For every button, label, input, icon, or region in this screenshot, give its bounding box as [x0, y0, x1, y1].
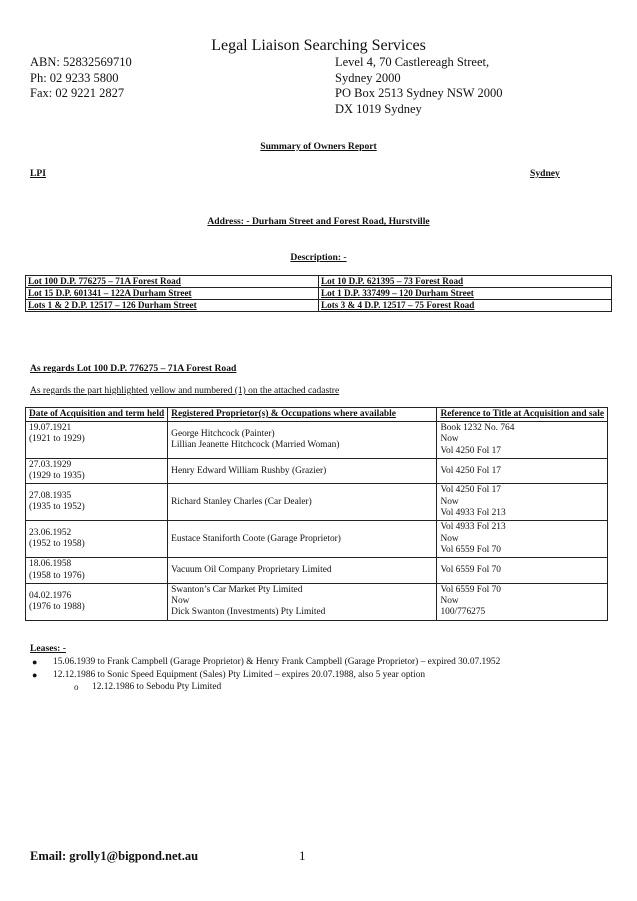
proprietor-cell — [168, 583, 437, 620]
proprietor-name: Now — [171, 596, 190, 607]
acquisition-date: 19.07.1921 — [29, 423, 72, 433]
table-row — [26, 484, 608, 521]
proprietor-cell — [168, 558, 437, 584]
lot-cell: Lots 1 & 2 D.P. 12517 – 126 Durham Street — [26, 300, 319, 312]
company-name: Legal Liaison Searching Services — [211, 37, 426, 54]
date-cell — [26, 583, 168, 620]
phone-line: Ph: 02 9233 5800 — [30, 70, 119, 85]
reference-cell — [437, 422, 608, 459]
title-reference: Vol 6559 Fol 70 — [440, 564, 501, 575]
title-reference: Now — [440, 496, 459, 507]
address-line-2: Sydney 2000 — [335, 70, 401, 85]
bullet-icon: ● — [32, 669, 38, 680]
sublease-text: 12.12.1986 to Sebodu Pty Limited — [92, 682, 222, 692]
title-reference: Vol 4933 Fol 213 — [440, 522, 506, 533]
title-reference: Vol 4250 Fol 17 — [440, 485, 501, 496]
acquisition-date: 27.03.1929 — [29, 459, 72, 470]
date-cell — [26, 521, 168, 558]
date-cell — [26, 558, 168, 584]
table-row — [26, 583, 608, 620]
title-reference: Vol 4933 Fol 213 — [440, 508, 506, 519]
company-right-block — [335, 55, 503, 117]
address-line-3: PO Box 2513 Sydney NSW 2000 — [335, 86, 503, 100]
page-number: 1 — [299, 848, 306, 863]
owners-table — [25, 407, 608, 621]
column-header-reference: Reference to Title at Acquisition and sale — [437, 408, 608, 422]
fax-line: Fax: 02 9221 2827 — [30, 86, 125, 100]
bullet-icon: ● — [32, 657, 38, 667]
footer-email: Email: grolly1@bigpond.net.au — [30, 849, 199, 863]
title-reference: 100/776275 — [440, 607, 486, 618]
table-row — [26, 458, 608, 484]
lpi-tag: LPI — [30, 168, 46, 179]
title-reference: Book 1232 No. 764 — [440, 423, 515, 433]
hollow-bullet-icon: o — [74, 682, 79, 692]
sydney-tag: Sydney — [530, 168, 560, 179]
company-left-block — [30, 55, 132, 102]
title-reference: Vol 4250 Fol 17 — [440, 445, 501, 456]
lot-cell: Lot 15 D.P. 601341 – 122A Durham Street — [26, 288, 319, 300]
term-held: (1935 to 1952) — [29, 502, 85, 513]
description-heading: Description: - — [290, 252, 347, 263]
column-header-date: Date of Acquisition and term held — [26, 408, 168, 422]
proprietor-cell — [168, 484, 437, 521]
acquisition-date: 04.02.1976 — [29, 590, 72, 601]
address-line-1: Level 4, 70 Castlereagh Street, — [335, 55, 490, 69]
reference-cell — [437, 521, 608, 558]
proprietor-name: Eustace Staniforth Coote (Garage Proprietor) — [171, 533, 341, 544]
reference-cell — [437, 458, 608, 484]
description-table — [25, 275, 612, 312]
reference-cell — [437, 558, 608, 584]
table-row — [26, 558, 608, 584]
lot-cell: Lots 3 & 4 D.P. 12517 – 75 Forest Road — [319, 300, 612, 312]
reference-cell — [437, 484, 608, 521]
lease-text: 15.06.1939 to Frank Campbell (Garage Proprietor) & Henry Frank Campbell (Garage Proprietor) – expired 30.07.1952 — [53, 657, 501, 667]
report-heading: Summary of Owners Report — [260, 141, 377, 152]
lot-cell: Lot 100 D.P. 776275 – 71A Forest Road — [26, 276, 319, 288]
acquisition-date: 18.06.1958 — [29, 559, 72, 570]
acquisition-date: 27.08.1935 — [29, 491, 72, 502]
title-reference: Vol 6559 Fol 70 — [440, 584, 501, 595]
proprietor-cell — [168, 422, 437, 459]
table-row — [26, 276, 612, 288]
leases-heading: Leases: - — [30, 643, 66, 654]
term-held: (1929 to 1935) — [29, 471, 85, 482]
table-row — [26, 300, 612, 312]
table-row — [26, 521, 608, 558]
proprietor-name: Dick Swanton (Investments) Pty Limited — [171, 607, 326, 618]
term-held: (1976 to 1988) — [29, 601, 85, 612]
reference-cell — [437, 583, 608, 620]
proprietor-name: Richard Stanley Charles (Car Dealer) — [171, 496, 312, 507]
title-reference: Now — [440, 434, 459, 445]
abn-line: ABN: 52832569710 — [30, 55, 132, 69]
date-cell — [26, 458, 168, 484]
lot-cell: Lot 1 D.P. 337499 – 120 Durham Street — [319, 288, 612, 300]
proprietor-name: Vacuum Oil Company Proprietary Limited — [171, 564, 332, 575]
address-line-4: DX 1019 Sydney — [335, 101, 422, 116]
table-header-row — [26, 408, 608, 422]
lot-cell: Lot 10 D.P. 621395 – 73 Forest Road — [319, 276, 612, 288]
proprietor-name: Henry Edward William Rushby (Grazier) — [171, 465, 327, 476]
column-header-proprietor: Registered Proprietor(s) & Occupations where available — [168, 408, 437, 422]
date-cell — [26, 422, 168, 459]
title-reference: Vol 4250 Fol 17 — [440, 465, 501, 476]
title-reference: Now — [440, 596, 459, 607]
table-row — [26, 288, 612, 300]
lease-text: 12.12.1986 to Sonic Speed Equipment (Sales) Pty Limited – expires 20.07.1988, also 5 year option — [53, 669, 426, 680]
list-item — [30, 669, 500, 682]
term-held: (1921 to 1929) — [29, 434, 85, 445]
acquisition-date: 23.06.1952 — [29, 528, 72, 539]
proprietor-name: Swanton’s Car Market Pty Limited — [171, 584, 303, 595]
table-row — [26, 422, 608, 459]
leases-list — [30, 656, 500, 694]
proprietor-name: George Hitchcock (Painter) — [171, 428, 275, 439]
address-heading: Address: - Durham Street and Forest Road, Hurstville — [207, 216, 430, 227]
term-held: (1958 to 1976) — [29, 570, 85, 581]
title-reference: Vol 6559 Fol 70 — [440, 544, 501, 555]
proprietor-cell — [168, 521, 437, 558]
section-subheading: As regards the part highlighted yellow and numbered (1) on the attached cadastre — [30, 386, 340, 396]
list-subitem — [30, 681, 500, 694]
list-item — [30, 656, 500, 669]
term-held: (1952 to 1958) — [29, 539, 85, 550]
section-heading: As regards Lot 100 D.P. 776275 – 71A Forest Road — [30, 363, 237, 374]
title-reference: Now — [440, 533, 459, 544]
proprietor-cell — [168, 458, 437, 484]
date-cell — [26, 484, 168, 521]
proprietor-name: Lillian Jeanette Hitchcock (Married Woman) — [171, 439, 340, 450]
